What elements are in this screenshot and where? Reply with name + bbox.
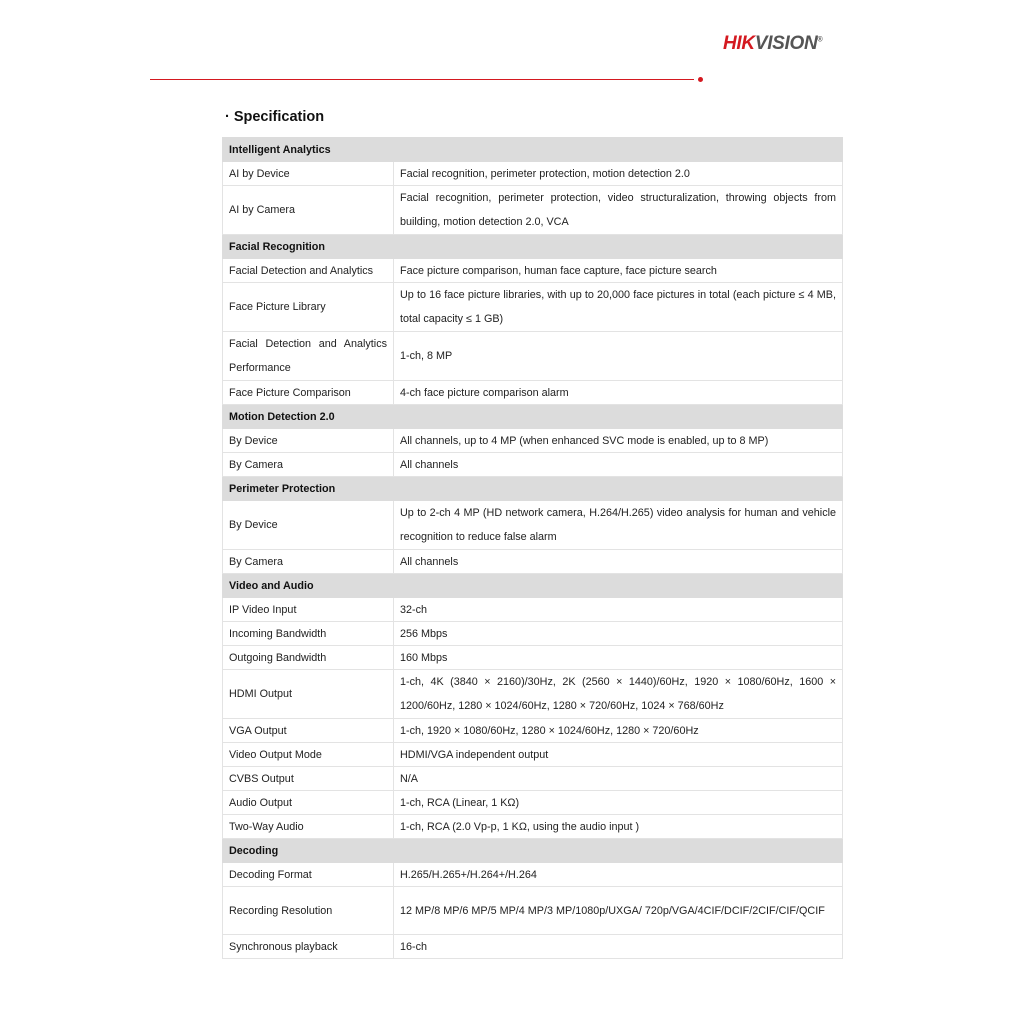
section-header-row (223, 405, 843, 429)
table-row (223, 887, 843, 935)
spec-key (223, 719, 394, 743)
header-rule-dot (698, 77, 703, 82)
table-row (223, 863, 843, 887)
table-row (223, 162, 843, 186)
spec-value-text: N/A (400, 772, 418, 785)
page-title: · Specification (225, 109, 325, 125)
spec-value-text: 1-ch, 1920 × 1080/60Hz, 1280 × 1024/60Hz, 1280 × 720/60Hz (400, 724, 699, 737)
spec-value-text: All channels (400, 555, 459, 568)
section-header-row (223, 839, 843, 863)
table-row (223, 332, 843, 381)
spec-value-text: Up to 16 face picture libraries, with up to 20,000 face pictures in total (each picture ≤ 4 MB, total capacity ≤ 1 GB) (400, 289, 836, 325)
spec-key (223, 622, 394, 646)
table-row (223, 646, 843, 670)
spec-key (223, 332, 394, 381)
section-header: Intelligent Analytics (223, 138, 843, 162)
spec-value-text: 1-ch, 4K (3840 × 2160)/30Hz, 2K (2560 × 1440)/60Hz, 1920 × 1080/60Hz, 1600 × 1200/60Hz, 1280 × 1024/60Hz, 1280 × 720/60Hz, 1024 × 768/60Hz (400, 676, 836, 712)
spec-key-text: Two-Way Audio (229, 820, 304, 833)
spec-key-text: VGA Output (229, 724, 287, 737)
spec-key-text: By Device (229, 434, 278, 447)
spec-key-text: Synchronous playback (229, 940, 338, 953)
spec-key (223, 887, 394, 935)
spec-value-text: Up to 2-ch 4 MP (HD network camera, H.264/H.265) video analysis for human and vehicle recognition to reduce false alarm (400, 507, 836, 543)
spec-key-text: AI by Device (229, 167, 290, 180)
table-row (223, 935, 843, 959)
spec-key-text: Face Picture Comparison (229, 386, 351, 399)
spec-key-text: Face Picture Library (229, 301, 326, 313)
spec-key-text: By Camera (229, 458, 284, 471)
spec-value-text: 1-ch, 8 MP (400, 350, 453, 362)
spec-key-text: IP Video Input (229, 603, 297, 616)
spec-value (394, 791, 843, 815)
spec-value-text: 160 Mbps (400, 651, 448, 664)
spec-key (223, 162, 394, 186)
spec-key (223, 670, 394, 719)
table-row (223, 791, 843, 815)
spec-value (394, 453, 843, 477)
spec-value (394, 259, 843, 283)
spec-value-text: HDMI/VGA independent output (400, 748, 549, 761)
spec-key (223, 767, 394, 791)
spec-value (394, 863, 843, 887)
spec-value-text: Facial recognition, perimeter protection, motion detection 2.0 (400, 167, 690, 180)
table-row (223, 622, 843, 646)
spec-value-text: Face picture comparison, human face capture, face picture search (400, 264, 717, 277)
spec-key-text: By Camera (229, 555, 284, 568)
table-row (223, 670, 843, 719)
section-header: Video and Audio (223, 574, 843, 598)
spec-key-text: Audio Output (229, 796, 293, 809)
spec-key-text: Facial Detection and Analytics Performance (229, 338, 387, 374)
spec-key-text: Decoding Format (229, 868, 312, 881)
spec-key (223, 259, 394, 283)
spec-key (223, 186, 394, 235)
spec-value (394, 550, 843, 574)
spec-key (223, 791, 394, 815)
spec-value-text: Facial recognition, perimeter protection, video structuralization, throwing objects from building, motion detection 2.0, VCA (400, 192, 836, 228)
spec-key (223, 743, 394, 767)
spec-key (223, 501, 394, 550)
spec-value-text: 12 MP/8 MP/6 MP/5 MP/4 MP/3 MP/1080p/UXGA/ 720p/VGA/4CIF/DCIF/2CIF/CIF/QCIF (400, 904, 825, 917)
spec-key (223, 381, 394, 405)
section-header-row (223, 574, 843, 598)
spec-key (223, 598, 394, 622)
spec-value (394, 622, 843, 646)
spec-value-text: 32-ch (400, 603, 428, 616)
spec-key-text: Outgoing Bandwidth (229, 651, 327, 664)
spec-value-text: 256 Mbps (400, 627, 448, 640)
spec-value (394, 887, 843, 935)
table-row (223, 815, 843, 839)
section-header-row (223, 477, 843, 501)
spec-value (394, 743, 843, 767)
table-row (223, 598, 843, 622)
spec-table (222, 137, 843, 959)
spec-value (394, 815, 843, 839)
spec-key-text: Facial Detection and Analytics (229, 264, 374, 277)
spec-key-text: Recording Resolution (229, 904, 333, 917)
table-row (223, 259, 843, 283)
spec-key-text: AI by Camera (229, 204, 296, 216)
table-row (223, 767, 843, 791)
spec-key-text: By Device (229, 519, 278, 531)
spec-key (223, 429, 394, 453)
spec-value (394, 646, 843, 670)
spec-value-text: 1-ch, RCA (2.0 Vp-p, 1 KΩ, using the audio input ) (400, 820, 640, 833)
spec-key-text: CVBS Output (229, 772, 294, 785)
spec-key (223, 815, 394, 839)
spec-value (394, 719, 843, 743)
spec-key (223, 863, 394, 887)
spec-key-text: Incoming Bandwidth (229, 627, 327, 640)
header-rule (150, 79, 694, 80)
spec-value-text: 4-ch face picture comparison alarm (400, 386, 569, 399)
table-row (223, 501, 843, 550)
spec-value (394, 598, 843, 622)
spec-value-text: All channels, up to 4 MP (when enhanced SVC mode is enabled, up to 8 MP) (400, 434, 769, 447)
spec-value (394, 767, 843, 791)
spec-value-text: All channels (400, 458, 459, 471)
table-row (223, 429, 843, 453)
section-header: Perimeter Protection (223, 477, 843, 501)
spec-value (394, 935, 843, 959)
table-row (223, 186, 843, 235)
spec-value (394, 670, 843, 719)
spec-key (223, 646, 394, 670)
spec-key-text: HDMI Output (229, 688, 292, 700)
table-row (223, 719, 843, 743)
spec-value (394, 283, 843, 332)
section-header-row (223, 235, 843, 259)
table-row (223, 381, 843, 405)
section-header: Facial Recognition (223, 235, 843, 259)
spec-value (394, 186, 843, 235)
section-header-row (223, 138, 843, 162)
spec-value-text: 16-ch (400, 940, 428, 953)
spec-value (394, 501, 843, 550)
spec-value (394, 429, 843, 453)
spec-key (223, 283, 394, 332)
spec-key (223, 453, 394, 477)
spec-value (394, 381, 843, 405)
spec-key (223, 550, 394, 574)
table-row (223, 550, 843, 574)
spec-key-text: Video Output Mode (229, 748, 322, 761)
section-header: Motion Detection 2.0 (223, 405, 843, 429)
spec-key (223, 935, 394, 959)
bullet-icon: · (225, 109, 230, 125)
hikvision-logo: HIKVISION® (723, 33, 823, 54)
spec-value-text: H.265/H.265+/H.264+/H.264 (400, 868, 537, 881)
table-row (223, 283, 843, 332)
section-header: Decoding (223, 839, 843, 863)
table-row (223, 453, 843, 477)
spec-value (394, 162, 843, 186)
table-row (223, 743, 843, 767)
spec-value (394, 332, 843, 381)
spec-value-text: 1-ch, RCA (Linear, 1 KΩ) (400, 796, 520, 809)
